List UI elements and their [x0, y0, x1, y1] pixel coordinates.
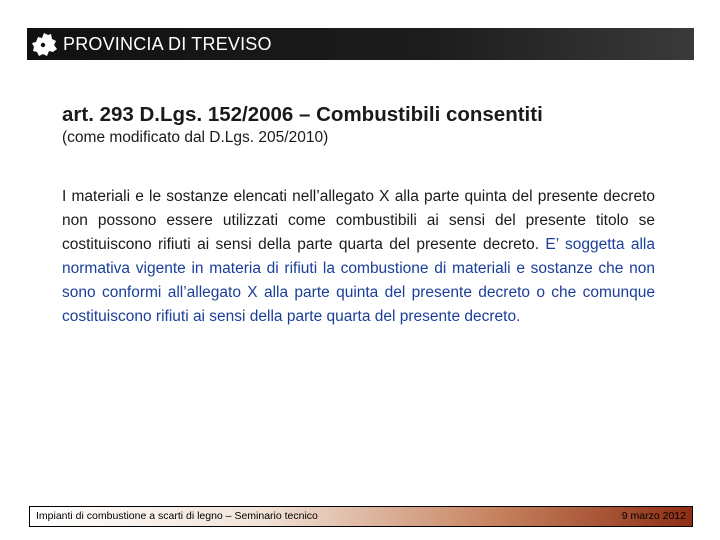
province-map-icon	[29, 29, 59, 59]
slide-subtitle: (come modificato dal D.Lgs. 205/2010)	[62, 129, 329, 146]
header-bar	[27, 28, 694, 60]
slide-title: art. 293 D.Lgs. 152/2006 – Combustibili consentiti	[62, 103, 543, 126]
footer-date: 9 marzo 2012	[621, 510, 686, 522]
footer-event-title: Impianti di combustione a scarti di legno – Seminario tecnico	[36, 510, 318, 522]
body-text-blue: E’ soggetta alla normativa vigente in materia di rifiuti la combustione di materiali e sostanze che non sono conformi all’allegato X alla parte quinta del presente decreto o che comunque costituiscono rifiuti ai sensi della parte quarta del presente decreto.	[62, 236, 655, 325]
header-title: PROVINCIA DI TREVISO	[63, 34, 272, 54]
body-paragraph	[62, 185, 655, 329]
body-text-black: I materiali e le sostanze elencati nell’allegato X alla parte quinta del presente decreto non possono essere utilizzati come combustibili ai sensi del presente titolo se costituiscono rifiuti ai sensi della parte quarta del presente decreto.	[62, 188, 655, 253]
footer-bar	[29, 506, 693, 527]
